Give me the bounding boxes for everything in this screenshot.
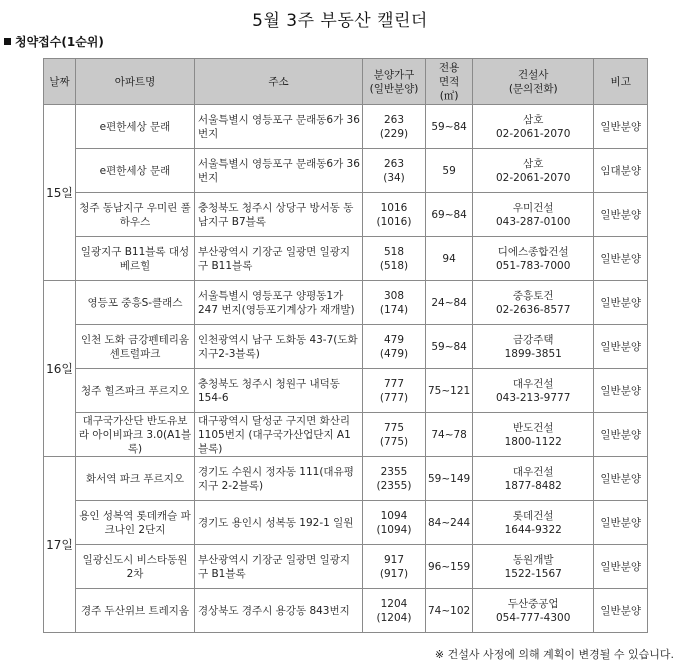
table-row xyxy=(44,105,648,149)
header-address: 주소 xyxy=(195,59,363,105)
builder-cell xyxy=(473,457,594,501)
table-body xyxy=(44,105,648,633)
apartment-name-cell: 용인 성복역 롯데캐슬 파크나인 2단지 xyxy=(76,501,195,545)
area-cell: 24~84 xyxy=(426,281,473,325)
apartment-name-cell: 일광지구 B11블록 대성 베르힐 xyxy=(76,237,195,281)
general-units: (1204) xyxy=(376,611,412,624)
supply-units-cell xyxy=(363,501,426,545)
total-units: 775 xyxy=(383,421,405,434)
supply-units-cell xyxy=(363,325,426,369)
table-row xyxy=(44,281,648,325)
note-cell: 일반분양 xyxy=(594,105,648,149)
builder-cell xyxy=(473,105,594,149)
table-row xyxy=(44,193,648,237)
supply-units-cell xyxy=(363,105,426,149)
area-cell: 59~149 xyxy=(426,457,473,501)
builder-phone: 02-2061-2070 xyxy=(496,171,571,184)
table-row xyxy=(44,545,648,589)
builder-name: 대우건설 xyxy=(512,377,554,390)
total-units: 1016 xyxy=(380,201,408,214)
builder-cell xyxy=(473,501,594,545)
general-units: (518) xyxy=(379,259,409,272)
builder-cell xyxy=(473,589,594,633)
note-cell: 일반분양 xyxy=(594,545,648,589)
apartment-name-cell: e편한세상 문래 xyxy=(76,105,195,149)
footer-note: ※ 건설사 사정에 의해 계획이 변경될 수 있습니다. xyxy=(434,648,674,661)
builder-phone: 1899-3851 xyxy=(504,347,562,360)
table-row xyxy=(44,325,648,369)
note-cell: 일반분양 xyxy=(594,413,648,457)
builder-cell xyxy=(473,325,594,369)
builder-name: 동원개발 xyxy=(512,553,554,566)
area-cell: 74~78 xyxy=(426,413,473,457)
supply-units-cell xyxy=(363,193,426,237)
builder-cell xyxy=(473,193,594,237)
supply-units-cell xyxy=(363,281,426,325)
apartment-name-cell: 일광신도시 비스타동원 2차 xyxy=(76,545,195,589)
total-units: 479 xyxy=(383,333,405,346)
total-units: 263 xyxy=(383,113,405,126)
date-cell: 17일 xyxy=(44,457,76,633)
supply-units-cell xyxy=(363,413,426,457)
apartment-name-cell: 경주 두산위브 트레지움 xyxy=(76,589,195,633)
header-exclusive-area: 전용 면적 (㎡) xyxy=(426,59,473,105)
builder-name: 중흥토건 xyxy=(512,289,554,302)
address-cell: 충청북도 청주시 청원구 내덕동 154-6 xyxy=(195,369,363,413)
table-row xyxy=(44,413,648,457)
address-cell: 경상북도 경주시 용강동 843번지 xyxy=(195,589,363,633)
builder-cell xyxy=(473,149,594,193)
general-units: (775) xyxy=(379,435,409,448)
builder-cell xyxy=(473,281,594,325)
builder-phone: 043-287-0100 xyxy=(496,215,571,228)
date-cell: 15일 xyxy=(44,105,76,281)
supply-units-cell xyxy=(363,369,426,413)
general-units: (229) xyxy=(379,127,409,140)
table-row xyxy=(44,589,648,633)
area-cell: 59~84 xyxy=(426,325,473,369)
supply-units-cell xyxy=(363,589,426,633)
note-cell: 일반분양 xyxy=(594,457,648,501)
table-row xyxy=(44,149,648,193)
builder-name: 디에스종합건설 xyxy=(497,245,569,258)
general-units: (917) xyxy=(379,567,409,580)
builder-phone: 1522-1567 xyxy=(504,567,562,580)
header-supply-units: 분양가구 (일반분양) xyxy=(363,59,426,105)
area-cell: 59 xyxy=(426,149,473,193)
note-cell: 일반분양 xyxy=(594,325,648,369)
header-note: 비고 xyxy=(594,59,648,105)
general-units: (1016) xyxy=(376,215,412,228)
supply-units-cell xyxy=(363,237,426,281)
total-units: 308 xyxy=(383,289,405,302)
area-cell: 59~84 xyxy=(426,105,473,149)
builder-name: 반도건설 xyxy=(512,421,554,434)
builder-name: 롯데건설 xyxy=(512,509,554,522)
builder-phone: 1800-1122 xyxy=(504,435,562,448)
builder-cell xyxy=(473,545,594,589)
date-cell: 16일 xyxy=(44,281,76,457)
total-units: 917 xyxy=(383,553,405,566)
apartment-name-cell: 청주 힐즈파크 푸르지오 xyxy=(76,369,195,413)
bullet-square-icon xyxy=(4,38,11,45)
supply-units-cell xyxy=(363,149,426,193)
total-units: 1204 xyxy=(380,597,408,610)
builder-phone: 051-783-7000 xyxy=(496,259,571,272)
address-cell: 인천광역시 남구 도화동 43-7(도화지구2-3블록) xyxy=(195,325,363,369)
builder-name: 삼호 xyxy=(523,113,544,126)
header-date: 날짜 xyxy=(44,59,76,105)
builder-name: 우미건설 xyxy=(512,201,554,214)
header-builder: 건설사 (문의전화) xyxy=(473,59,594,105)
apartment-name-cell: 인천 도화 금강펜테리움 센트럴파크 xyxy=(76,325,195,369)
builder-name: 대우건설 xyxy=(512,465,554,478)
section-heading xyxy=(4,33,104,50)
note-cell: 일반분양 xyxy=(594,369,648,413)
builder-cell xyxy=(473,369,594,413)
supply-units-cell xyxy=(363,457,426,501)
address-cell: 경기도 용인시 성복동 192-1 일원 xyxy=(195,501,363,545)
note-cell: 일반분양 xyxy=(594,237,648,281)
builder-phone: 054-777-4300 xyxy=(496,611,571,624)
note-cell: 일반분양 xyxy=(594,589,648,633)
address-cell: 대구광역시 달성군 구지면 화산리 1105번지 (대구국가산업단지 A1블록) xyxy=(195,413,363,457)
note-cell: 일반분양 xyxy=(594,193,648,237)
area-cell: 96~159 xyxy=(426,545,473,589)
table-row xyxy=(44,369,648,413)
general-units: (2355) xyxy=(376,479,412,492)
address-cell: 서울특별시 영등포구 문래동6가 36번지 xyxy=(195,105,363,149)
builder-phone: 02-2636-8577 xyxy=(496,303,571,316)
total-units: 518 xyxy=(383,245,405,258)
general-units: (1094) xyxy=(376,523,412,536)
address-cell: 부산광역시 기장군 일광면 일광지구 B1블록 xyxy=(195,545,363,589)
general-units: (777) xyxy=(379,391,409,404)
note-cell: 임대분양 xyxy=(594,149,648,193)
address-cell: 경기도 수원시 정자동 111(대유평지구 2-2블록) xyxy=(195,457,363,501)
total-units: 1094 xyxy=(380,509,408,522)
builder-name: 금강주택 xyxy=(512,333,554,346)
address-cell: 서울특별시 영등포구 양평동1가 247 번지(영등포기계상가 재개발) xyxy=(195,281,363,325)
address-cell: 부산광역시 기장군 일광면 일광지구 B11블록 xyxy=(195,237,363,281)
apartment-name-cell: 화서역 파크 푸르지오 xyxy=(76,457,195,501)
area-cell: 94 xyxy=(426,237,473,281)
builder-cell xyxy=(473,237,594,281)
general-units: (479) xyxy=(379,347,409,360)
area-cell: 75~121 xyxy=(426,369,473,413)
header-apartment-name: 아파트명 xyxy=(76,59,195,105)
address-cell: 서울특별시 영등포구 문래동6가 36번지 xyxy=(195,149,363,193)
builder-cell xyxy=(473,413,594,457)
note-cell: 일반분양 xyxy=(594,501,648,545)
table-row xyxy=(44,457,648,501)
builder-name: 삼호 xyxy=(523,157,544,170)
page-title: 5월 3주 부동산 캘린더 xyxy=(252,11,428,31)
general-units: (174) xyxy=(379,303,409,316)
total-units: 263 xyxy=(383,157,405,170)
table-header-row xyxy=(44,59,648,105)
apartment-name-cell: 청주 동남지구 우미린 풀하우스 xyxy=(76,193,195,237)
area-cell: 74~102 xyxy=(426,589,473,633)
apartment-name-cell: 영등포 중흥S-클래스 xyxy=(76,281,195,325)
area-cell: 69~84 xyxy=(426,193,473,237)
general-units: (34) xyxy=(383,171,405,184)
apartment-name-cell: e편한세상 문래 xyxy=(76,149,195,193)
builder-phone: 1877-8482 xyxy=(504,479,562,492)
builder-phone: 1644-9322 xyxy=(504,523,562,536)
total-units: 2355 xyxy=(380,465,408,478)
total-units: 777 xyxy=(383,377,405,390)
table-row xyxy=(44,501,648,545)
builder-phone: 02-2061-2070 xyxy=(496,127,571,140)
builder-name: 두산중공업 xyxy=(507,597,559,610)
area-cell: 84~244 xyxy=(426,501,473,545)
apartment-name-cell: 대구국가산단 반도유보라 아이비파크 3.0(A1블록) xyxy=(76,413,195,457)
builder-phone: 043-213-9777 xyxy=(496,391,571,404)
section-label: 청약접수(1순위) xyxy=(15,35,104,49)
supply-units-cell xyxy=(363,545,426,589)
address-cell: 충청북도 청주시 상당구 방서동 동남지구 B7블록 xyxy=(195,193,363,237)
subscription-calendar-table xyxy=(43,58,648,633)
note-cell: 일반분양 xyxy=(594,281,648,325)
table-row xyxy=(44,237,648,281)
